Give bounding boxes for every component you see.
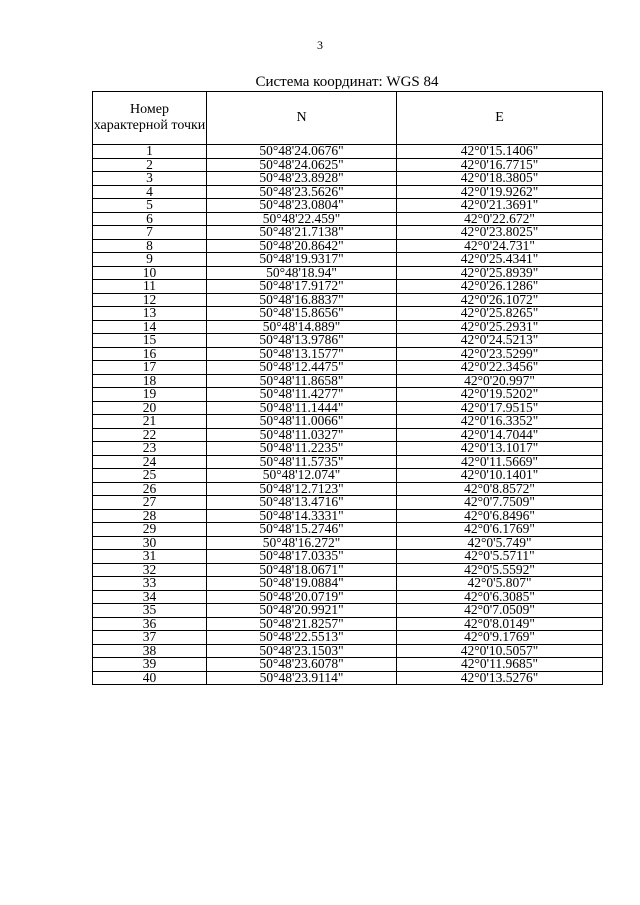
point-number-cell: 26	[93, 482, 207, 496]
point-number-cell: 13	[93, 307, 207, 321]
table-row	[93, 604, 603, 618]
point-number-cell: 12	[93, 293, 207, 307]
e-coordinate-cell: 42°0'23.5299"	[397, 347, 603, 361]
n-header: N	[207, 92, 397, 145]
e-coordinate-cell: 42°0'23.8025"	[397, 226, 603, 240]
point-number-cell: 18	[93, 374, 207, 388]
n-coordinate-cell: 50°48'23.1503"	[207, 644, 397, 658]
n-coordinate-cell: 50°48'11.0327"	[207, 428, 397, 442]
n-coordinate-cell: 50°48'23.9114"	[207, 671, 397, 685]
point-number-cell: 1	[93, 145, 207, 159]
e-coordinate-cell: 42°0'13.1017"	[397, 442, 603, 456]
page-number: 3	[317, 38, 323, 52]
n-coordinate-cell: 50°48'24.0676"	[207, 145, 397, 159]
point-number-cell: 36	[93, 617, 207, 631]
n-coordinate-cell: 50°48'22.5513"	[207, 631, 397, 645]
e-coordinate-cell: 42°0'7.0509"	[397, 604, 603, 618]
e-coordinate-cell: 42°0'5.5592"	[397, 563, 603, 577]
n-coordinate-cell: 50°48'11.0066"	[207, 415, 397, 429]
e-coordinate-cell: 42°0'22.3456"	[397, 361, 603, 375]
point-number-header: Номер характерной точки	[93, 92, 207, 145]
n-coordinate-cell: 50°48'11.4277"	[207, 388, 397, 402]
table-body	[93, 145, 603, 685]
point-number-cell: 27	[93, 496, 207, 510]
n-coordinate-cell: 50°48'14.3331"	[207, 509, 397, 523]
point-number-cell: 24	[93, 455, 207, 469]
e-coordinate-cell: 42°0'9.1769"	[397, 631, 603, 645]
point-number-cell: 28	[93, 509, 207, 523]
e-coordinate-cell: 42°0'25.8939"	[397, 266, 603, 280]
e-coordinate-cell: 42°0'6.8496"	[397, 509, 603, 523]
e-coordinate-cell: 42°0'7.7509"	[397, 496, 603, 510]
n-coordinate-cell: 50°48'16.8837"	[207, 293, 397, 307]
n-coordinate-cell: 50°48'11.1444"	[207, 401, 397, 415]
e-coordinate-cell: 42°0'26.1286"	[397, 280, 603, 294]
e-coordinate-cell: 42°0'5.807"	[397, 577, 603, 591]
n-coordinate-cell: 50°48'13.9786"	[207, 334, 397, 348]
point-number-cell: 15	[93, 334, 207, 348]
e-coordinate-cell: 42°0'8.0149"	[397, 617, 603, 631]
e-coordinate-cell: 42°0'10.5057"	[397, 644, 603, 658]
e-coordinate-cell: 42°0'19.5202"	[397, 388, 603, 402]
table-row	[93, 280, 603, 294]
n-coordinate-cell: 50°48'11.5735"	[207, 455, 397, 469]
e-coordinate-cell: 42°0'14.7044"	[397, 428, 603, 442]
point-number-cell: 22	[93, 428, 207, 442]
n-coordinate-cell: 50°48'20.8642"	[207, 239, 397, 253]
e-coordinate-cell: 42°0'6.3085"	[397, 590, 603, 604]
point-number-cell: 11	[93, 280, 207, 294]
e-coordinate-cell: 42°0'10.1401"	[397, 469, 603, 483]
point-number-cell: 5	[93, 199, 207, 213]
n-coordinate-cell: 50°48'20.9921"	[207, 604, 397, 618]
n-coordinate-cell: 50°48'23.8928"	[207, 172, 397, 186]
e-coordinate-cell: 42°0'25.2931"	[397, 320, 603, 334]
coordinates-table	[92, 91, 603, 685]
e-coordinate-cell: 42°0'18.3805"	[397, 172, 603, 186]
n-coordinate-cell: 50°48'18.0671"	[207, 563, 397, 577]
point-number-cell: 37	[93, 631, 207, 645]
table-row	[93, 172, 603, 186]
point-number-cell: 6	[93, 212, 207, 226]
point-number-cell: 14	[93, 320, 207, 334]
e-coordinate-cell: 42°0'11.5669"	[397, 455, 603, 469]
n-coordinate-cell: 50°48'15.8656"	[207, 307, 397, 321]
e-coordinate-cell: 42°0'11.9685"	[397, 658, 603, 672]
table-row	[93, 145, 603, 159]
point-number-cell: 38	[93, 644, 207, 658]
point-number-cell: 16	[93, 347, 207, 361]
table-row	[93, 334, 603, 348]
table-row	[93, 577, 603, 591]
e-coordinate-cell: 42°0'5.749"	[397, 536, 603, 550]
table-row	[93, 631, 603, 645]
e-coordinate-cell: 42°0'21.3691"	[397, 199, 603, 213]
point-number-cell: 19	[93, 388, 207, 402]
point-number-cell: 8	[93, 239, 207, 253]
table-header-row	[93, 92, 603, 145]
n-coordinate-cell: 50°48'11.8658"	[207, 374, 397, 388]
point-number-cell: 29	[93, 523, 207, 537]
n-coordinate-cell: 50°48'21.7138"	[207, 226, 397, 240]
table-row	[93, 442, 603, 456]
table-row	[93, 307, 603, 321]
e-coordinate-cell: 42°0'25.4341"	[397, 253, 603, 267]
e-coordinate-cell: 42°0'16.7715"	[397, 158, 603, 172]
point-number-cell: 20	[93, 401, 207, 415]
point-number-cell: 39	[93, 658, 207, 672]
n-coordinate-cell: 50°48'18.94"	[207, 266, 397, 280]
point-number-cell: 9	[93, 253, 207, 267]
n-coordinate-cell: 50°48'16.272"	[207, 536, 397, 550]
n-coordinate-cell: 50°48'11.2235"	[207, 442, 397, 456]
n-coordinate-cell: 50°48'23.5626"	[207, 185, 397, 199]
point-number-cell: 7	[93, 226, 207, 240]
table-row	[93, 496, 603, 510]
point-number-cell: 4	[93, 185, 207, 199]
e-coordinate-cell: 42°0'16.3352"	[397, 415, 603, 429]
n-coordinate-cell: 50°48'13.4716"	[207, 496, 397, 510]
e-coordinate-cell: 42°0'15.1406"	[397, 145, 603, 159]
point-number-cell: 40	[93, 671, 207, 685]
table-row	[93, 361, 603, 375]
point-number-cell: 31	[93, 550, 207, 564]
n-coordinate-cell: 50°48'23.0804"	[207, 199, 397, 213]
table-row	[93, 388, 603, 402]
e-coordinate-cell: 42°0'26.1072"	[397, 293, 603, 307]
e-coordinate-cell: 42°0'24.731"	[397, 239, 603, 253]
table-row	[93, 523, 603, 537]
point-number-cell: 10	[93, 266, 207, 280]
point-number-cell: 17	[93, 361, 207, 375]
n-coordinate-cell: 50°48'20.0719"	[207, 590, 397, 604]
e-coordinate-cell: 42°0'22.672"	[397, 212, 603, 226]
table-row	[93, 550, 603, 564]
e-coordinate-cell: 42°0'8.8572"	[397, 482, 603, 496]
n-coordinate-cell: 50°48'13.1577"	[207, 347, 397, 361]
table-row	[93, 658, 603, 672]
n-coordinate-cell: 50°48'24.0625"	[207, 158, 397, 172]
point-number-cell: 21	[93, 415, 207, 429]
table-row	[93, 469, 603, 483]
point-number-cell: 34	[93, 590, 207, 604]
e-coordinate-cell: 42°0'13.5276"	[397, 671, 603, 685]
e-coordinate-cell: 42°0'20.997"	[397, 374, 603, 388]
point-number-cell: 32	[93, 563, 207, 577]
point-number-cell: 35	[93, 604, 207, 618]
table-row	[93, 671, 603, 685]
n-coordinate-cell: 50°48'19.0884"	[207, 577, 397, 591]
e-coordinate-cell: 42°0'6.1769"	[397, 523, 603, 537]
coordinate-system-caption: Система координат: WGS 84	[255, 74, 439, 90]
point-number-cell: 33	[93, 577, 207, 591]
table-row	[93, 199, 603, 213]
n-coordinate-cell: 50°48'22.459"	[207, 212, 397, 226]
n-coordinate-cell: 50°48'17.0335"	[207, 550, 397, 564]
point-number-cell: 3	[93, 172, 207, 186]
e-coordinate-cell: 42°0'17.9515"	[397, 401, 603, 415]
point-number-cell: 2	[93, 158, 207, 172]
n-coordinate-cell: 50°48'19.9317"	[207, 253, 397, 267]
e-coordinate-cell: 42°0'19.9262"	[397, 185, 603, 199]
point-number-cell: 25	[93, 469, 207, 483]
n-coordinate-cell: 50°48'14.889"	[207, 320, 397, 334]
table-row	[93, 226, 603, 240]
n-coordinate-cell: 50°48'21.8257"	[207, 617, 397, 631]
n-coordinate-cell: 50°48'12.074"	[207, 469, 397, 483]
e-coordinate-cell: 42°0'24.5213"	[397, 334, 603, 348]
point-number-cell: 23	[93, 442, 207, 456]
n-coordinate-cell: 50°48'17.9172"	[207, 280, 397, 294]
n-coordinate-cell: 50°48'12.4475"	[207, 361, 397, 375]
n-coordinate-cell: 50°48'23.6078"	[207, 658, 397, 672]
e-header: E	[397, 92, 603, 145]
table-row	[93, 415, 603, 429]
n-coordinate-cell: 50°48'15.2746"	[207, 523, 397, 537]
n-coordinate-cell: 50°48'12.7123"	[207, 482, 397, 496]
e-coordinate-cell: 42°0'25.8265"	[397, 307, 603, 321]
point-number-cell: 30	[93, 536, 207, 550]
e-coordinate-cell: 42°0'5.5711"	[397, 550, 603, 564]
table-row	[93, 253, 603, 267]
